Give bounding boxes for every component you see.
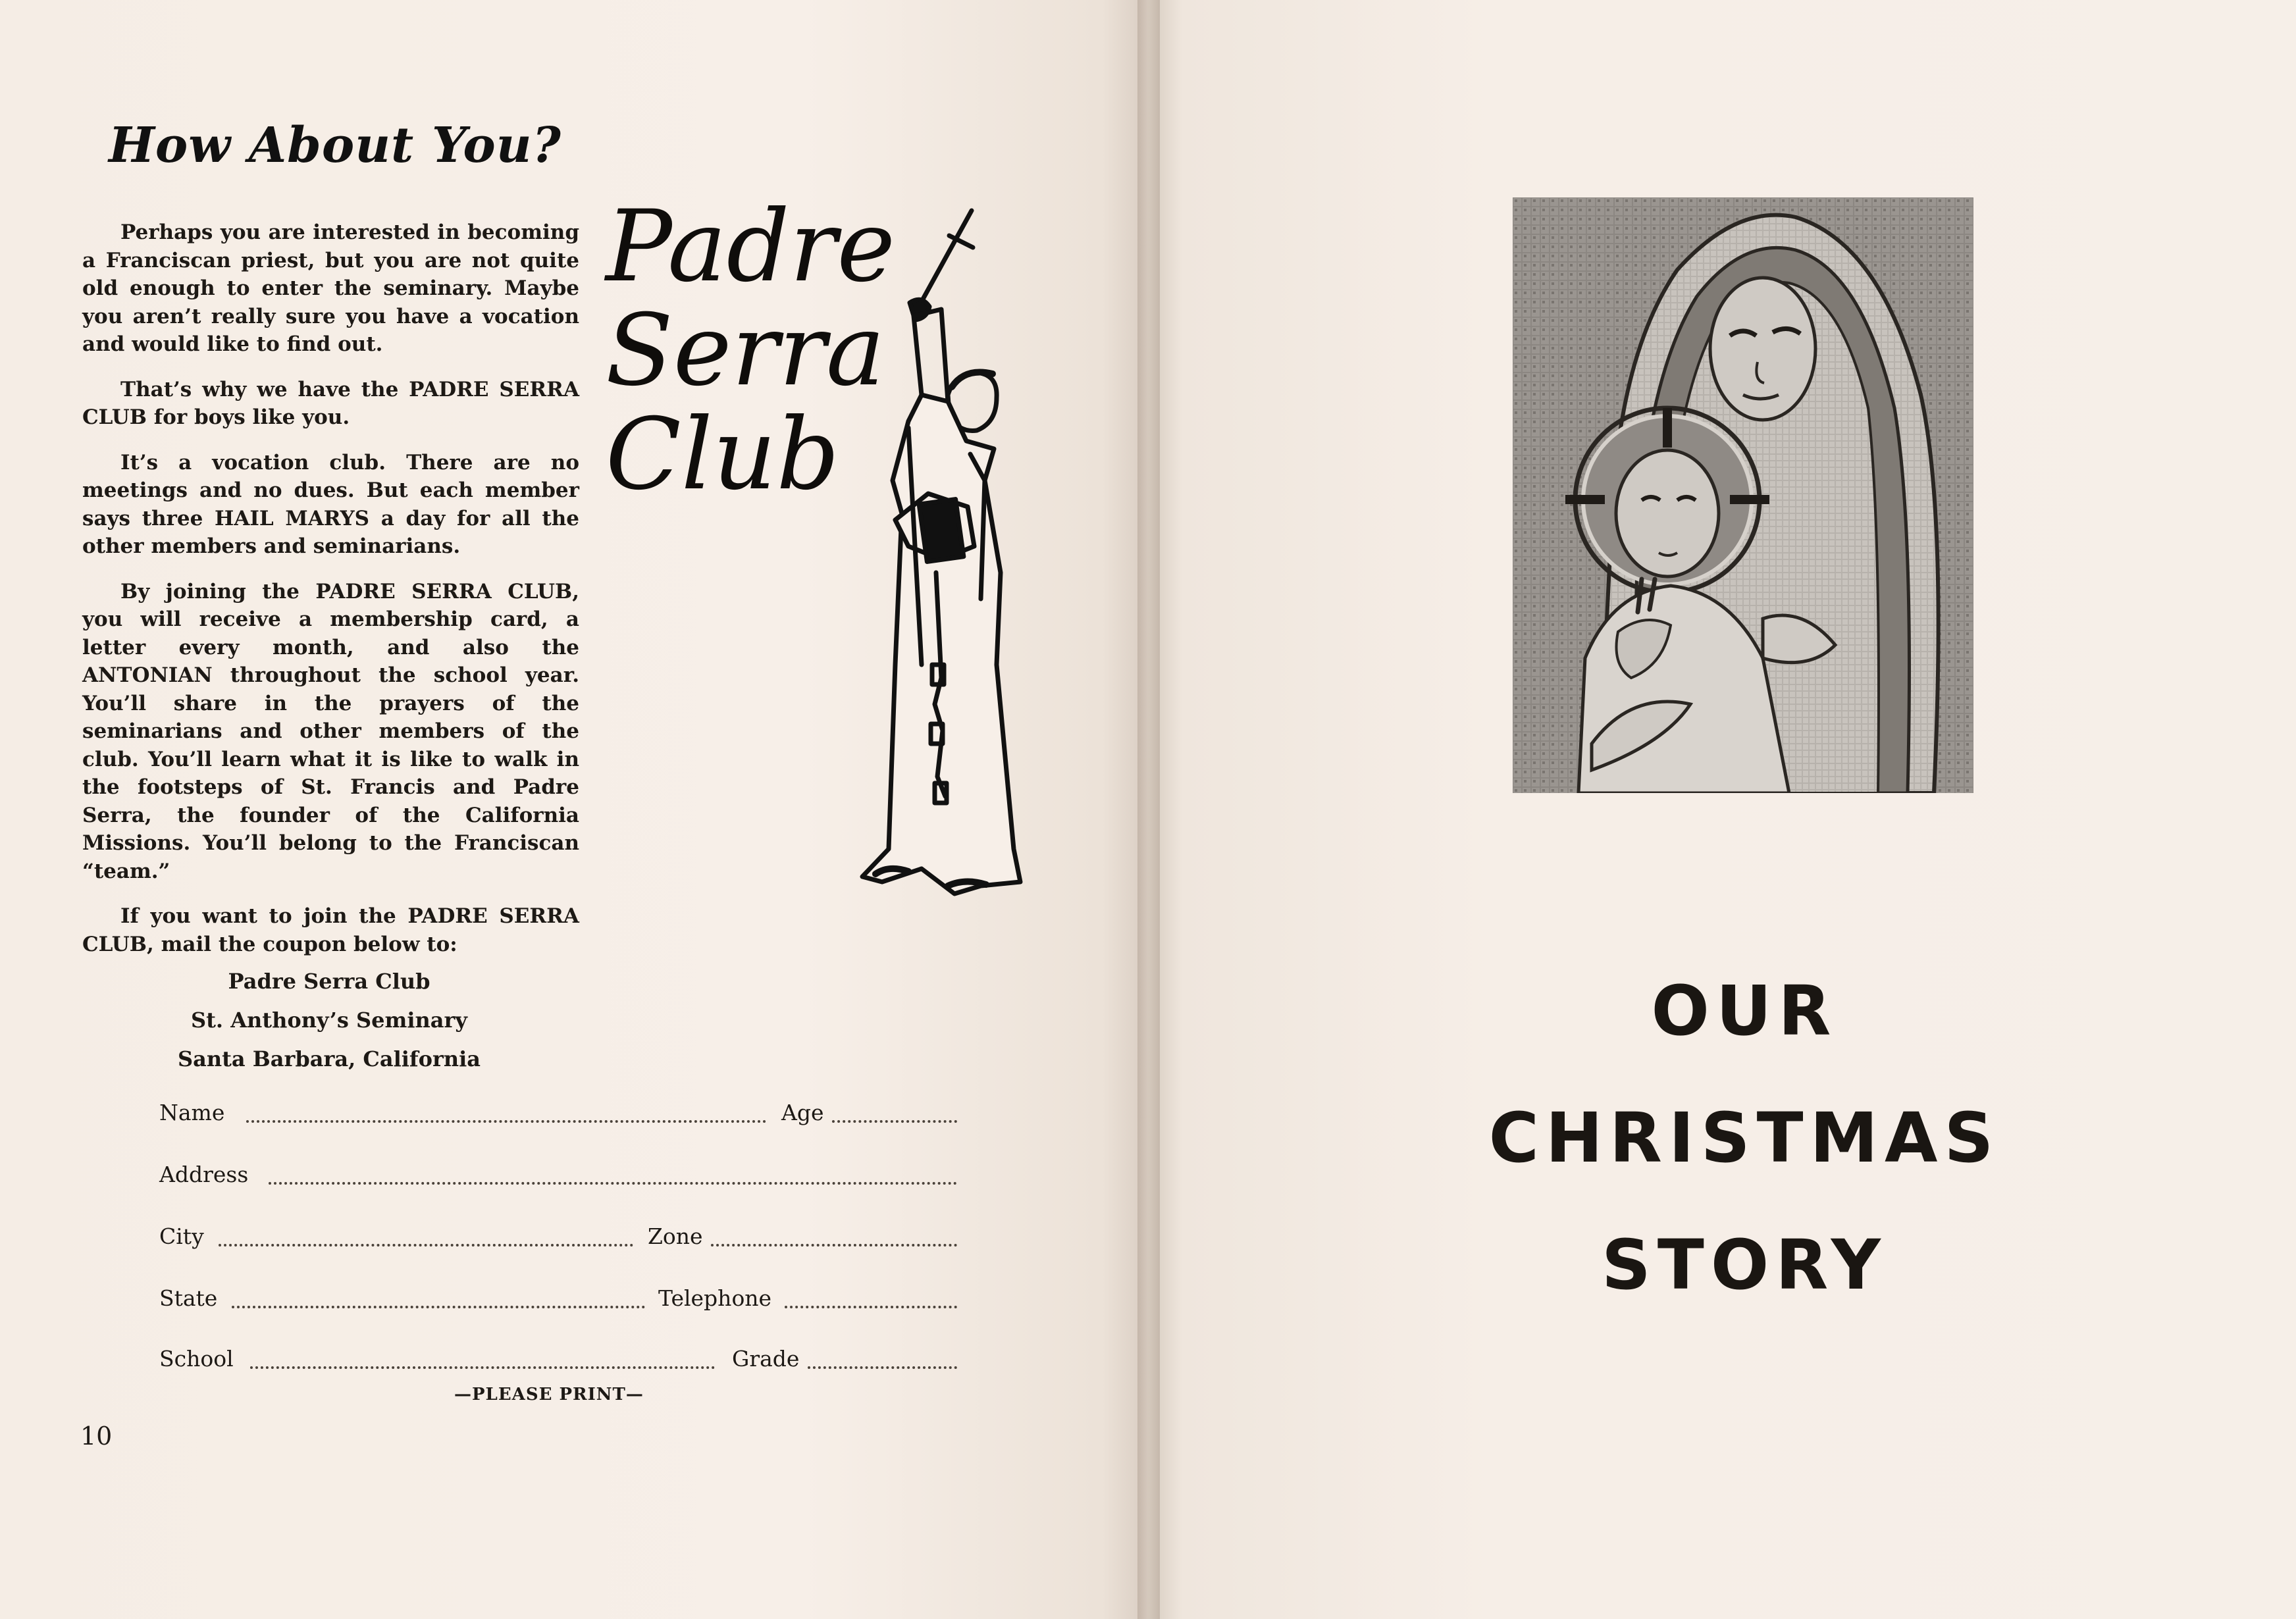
paragraph: By joining the PADRE SERRA CLUB, you will receive a membership card, a letter every month, and also the ANTONIAN throughout the school year. You’ll share in the prayers of the seminarians and other members of the club. You’ll learn what it is like to walk in the footsteps of St. Francis and Padre Serra, the founder of the California Missions. You’ll belong to the Franciscan “team.” (82, 579, 579, 883)
form-row-city (159, 1221, 957, 1254)
madonna-child-mosaic (1513, 197, 1973, 793)
address-line: St. Anthony’s Seminary (191, 1008, 467, 1033)
right-page (1148, 0, 2296, 1619)
title-line: OUR (1651, 971, 1838, 1051)
state-label: State (159, 1285, 218, 1311)
page-number: 10 (80, 1422, 113, 1451)
paragraph: That’s why we have the PADRE SERRA CLUB for boys like you. (82, 377, 579, 429)
grade-field[interactable] (808, 1366, 957, 1369)
please-print-note: —PLEASE PRINT— (454, 1385, 644, 1404)
state-field[interactable] (232, 1306, 645, 1308)
school-label: School (159, 1346, 234, 1372)
club-title-line: Padre (606, 190, 896, 304)
form-row-address (159, 1160, 957, 1193)
page-heading: How About You? (109, 117, 561, 174)
school-field[interactable] (250, 1366, 715, 1369)
telephone-field[interactable] (785, 1306, 957, 1308)
zone-label: Zone (648, 1223, 703, 1249)
telephone-label: Telephone (658, 1285, 772, 1311)
mailing-address (118, 962, 540, 1079)
address-line: Padre Serra Club (228, 969, 430, 994)
city-label: City (159, 1223, 204, 1249)
christmas-story-title (1448, 948, 2041, 1329)
form-row-school (159, 1344, 957, 1377)
club-title-line: Serra (606, 294, 885, 408)
paragraph: It’s a vocation club. There are no meetings and no dues. But each member says three HAIL MARYS a day for all the other members and seminarians. (82, 450, 579, 558)
name-field[interactable] (246, 1120, 766, 1123)
book-spine-gutter (1137, 0, 1160, 1619)
title-line: STORY (1602, 1225, 1887, 1305)
age-label: Age (781, 1100, 824, 1125)
name-label: Name (159, 1100, 225, 1125)
club-title-line: Club (606, 398, 840, 512)
paragraph: Perhaps you are interested in becoming a Franciscan priest, but you are not quite old enough to enter the seminary. Maybe you aren’t really sure you have a vocation and would like to find out. (82, 220, 579, 356)
city-field[interactable] (219, 1244, 633, 1246)
title-line: CHRISTMAS (1488, 1098, 2000, 1178)
form-row-state (159, 1283, 957, 1316)
body-text (82, 218, 579, 975)
address-label: Address (159, 1162, 249, 1187)
address-line: Santa Barbara, California (177, 1046, 481, 1071)
age-field[interactable] (832, 1120, 957, 1123)
form-row-name (159, 1098, 957, 1131)
paragraph: If you want to join the PADRE SERRA CLUB, mail the coupon below to: (82, 904, 579, 956)
address-field[interactable] (269, 1182, 957, 1185)
zone-field[interactable] (711, 1244, 957, 1246)
friar-illustration (849, 204, 1040, 902)
grade-label: Grade (732, 1346, 800, 1372)
